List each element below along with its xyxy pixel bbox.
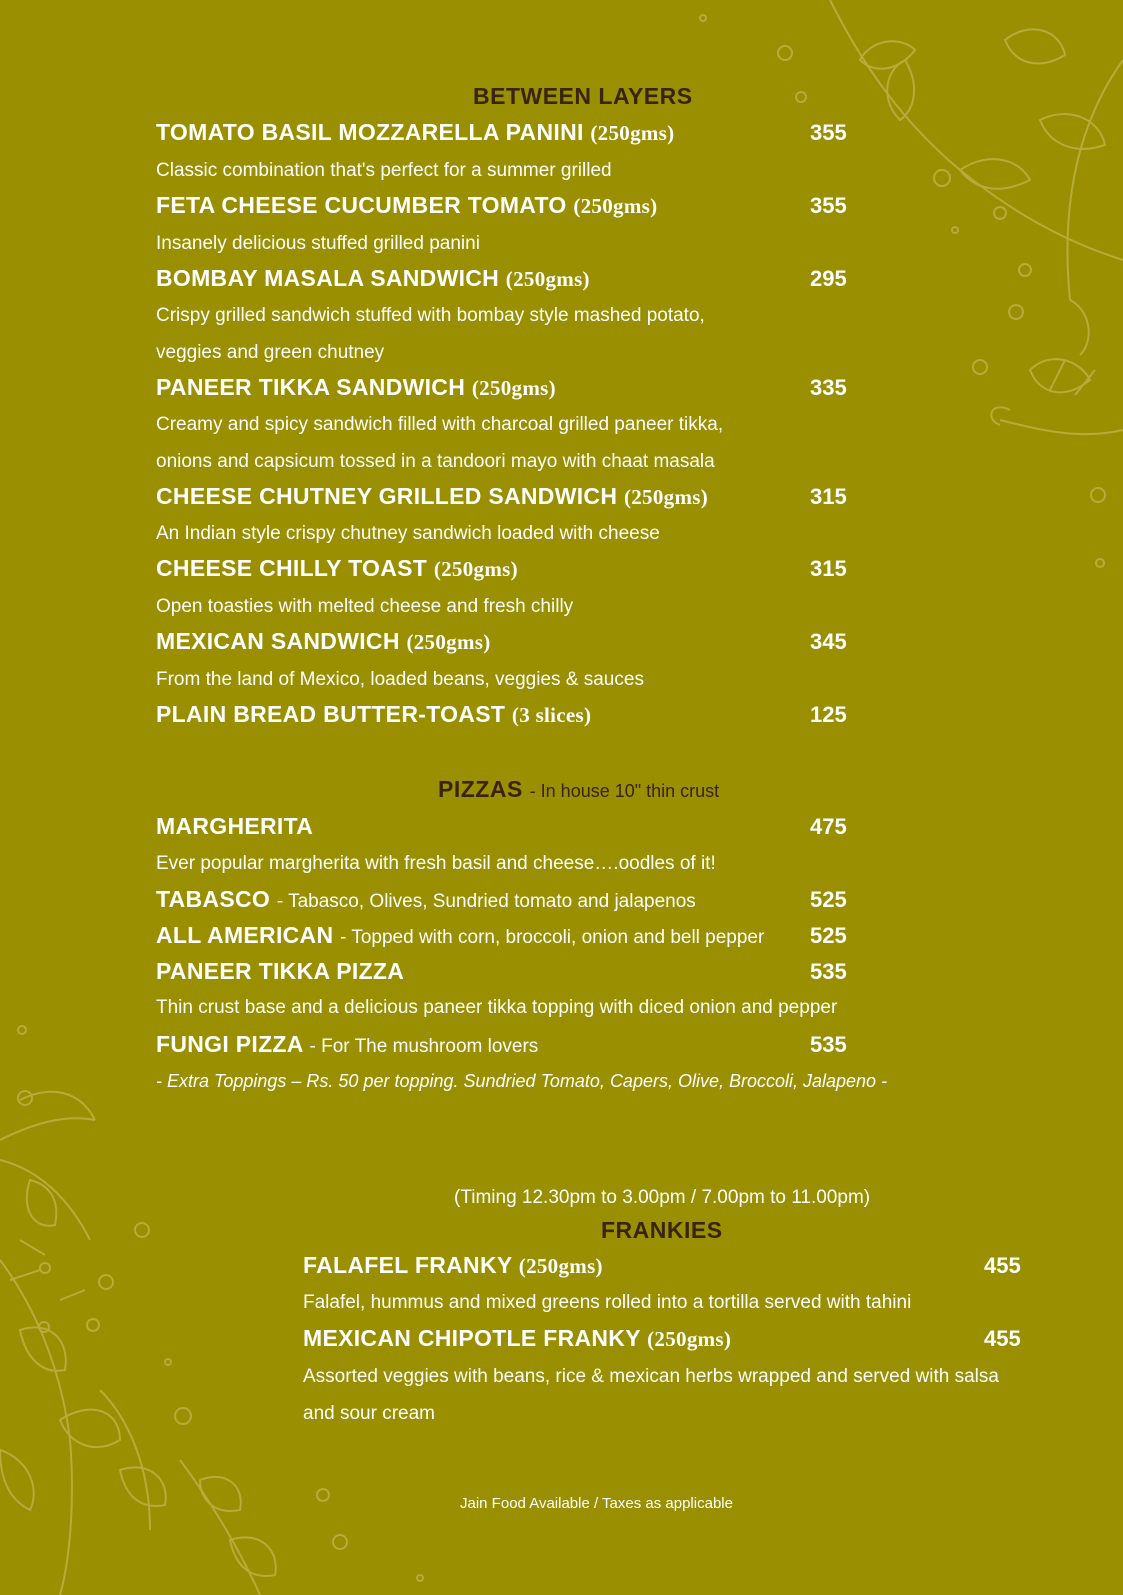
menu-item-name: ALL AMERICAN - Topped with corn, broccoli, onion and bell pepper [156,922,765,948]
menu-item-description: Creamy and spicy sandwich filled with charcoal grilled paneer tikka, [156,414,724,435]
extra-toppings-note: - Extra Toppings – Rs. 50 per topping. Sundried Tomato, Capers, Olive, Broccoli, Jalapeno - [156,1071,888,1091]
menu-item-inline-description: - Topped with corn, broccoli, onion and bell pepper [340,927,765,948]
menu-item-qty: (250gms) [433,557,518,581]
menu-item-name: FUNGI PIZZA - For The mushroom lovers [156,1031,539,1057]
menu-item-name: PANEER TIKKA SANDWICH (250gms) [156,374,556,400]
footer-note: Jain Food Available / Taxes as applicable [460,1495,733,1512]
menu-item-qty: (250gms) [573,194,658,218]
menu-item-inline-description: - For The mushroom lovers [309,1036,539,1057]
menu-item-description: and sour cream [303,1403,436,1424]
menu-item-qty: (250gms) [623,485,709,509]
menu-item-description: An Indian style crispy chutney sandwich loaded with cheese [156,523,660,544]
menu-item-name: MEXICAN CHIPOTLE FRANKY (250gms) [303,1325,732,1351]
menu-item-description: Crispy grilled sandwich stuffed with bombay style mashed potato, [156,305,705,326]
menu-item-inline-description: - Tabasco, Olives, Sundried tomato and jalapenos [276,891,696,912]
menu-item-description: Assorted veggies with beans, rice & mexican herbs wrapped and served with salsa [303,1366,999,1387]
menu-item-description: Thin crust base and a delicious paneer tikka topping with diced onion and pepper [156,997,838,1018]
menu-item-price: 535 [810,1032,847,1057]
menu-item-description: onions and capsicum tossed in a tandoori mayo with chaat masala [156,451,715,472]
menu-item-qty: (250gms) [590,121,675,145]
menu-item-price: 295 [810,266,847,291]
menu-item-price: 345 [810,629,847,654]
section-title-frankies: FRANKIES [601,1217,723,1243]
menu-item-name: MEXICAN SANDWICH (250gms) [156,628,491,654]
menu-item-name: FETA CHEESE CUCUMBER TOMATO (250gms) [156,192,658,218]
menu-item-description: veggies and green chutney [156,342,385,363]
menu-item-price: 355 [810,193,847,218]
menu-item-price: 455 [984,1253,1021,1278]
menu-item-price: 455 [984,1326,1021,1351]
menu-item-qty: (250gms) [471,376,556,400]
menu-item-name: TOMATO BASIL MOZZARELLA PANINI (250gms) [156,119,675,145]
menu-item-name: FALAFEL FRANKY (250gms) [303,1252,603,1278]
menu-item-qty: (250gms) [518,1254,603,1278]
menu-item-description: Ever popular margherita with fresh basil and cheese….oodles of it! [156,853,716,874]
menu-item-name: CHEESE CHILLY TOAST (250gms) [156,555,518,581]
menu-item-description: Open toasties with melted cheese and fresh chilly [156,596,574,617]
menu-item-price: 125 [810,702,847,727]
menu-item-qty: (250gms) [505,267,590,291]
menu-item-name: TABASCO - Tabasco, Olives, Sundried tomato and jalapenos [156,886,696,912]
menu-item-name: PANEER TIKKA PIZZA [156,958,405,984]
menu-item-price: 335 [810,375,847,400]
menu-item-price: 525 [810,887,847,912]
menu-item-name: CHEESE CHUTNEY GRILLED SANDWICH (250gms) [156,483,709,509]
menu-item-price: 535 [810,959,847,984]
menu-item-price: 315 [810,556,847,581]
menu-item-price: 475 [810,814,847,839]
menu-item-price: 315 [810,484,847,509]
menu-item-qty: (250gms) [406,630,491,654]
section-subtitle: - In house 10" thin crust [529,781,720,801]
menu-item-description: Falafel, hummus and mixed greens rolled into a tortilla served with tahini [303,1292,912,1313]
menu-item-description: Classic combination that's perfect for a summer grilled [156,160,612,181]
menu-item-name: BOMBAY MASALA SANDWICH (250gms) [156,265,590,291]
menu-item-price: 355 [810,120,847,145]
menu-item-name: PLAIN BREAD BUTTER-TOAST (3 slices) [156,701,592,727]
section-title-between-layers: BETWEEN LAYERS [473,83,693,109]
menu-item-qty: (3 slices) [511,703,592,727]
menu-item-name: MARGHERITA [156,813,314,839]
section-title-pizzas: PIZZAS - In house 10" thin crust [438,776,720,802]
menu-item-qty: (250gms) [647,1327,732,1351]
timing-note: (Timing 12.30pm to 3.00pm / 7.00pm to 11.00pm) [454,1187,871,1208]
menu-item-description: Insanely delicious stuffed grilled panini [156,233,480,254]
menu-item-price: 525 [810,923,847,948]
menu-item-description: From the land of Mexico, loaded beans, veggies & sauces [156,669,644,690]
